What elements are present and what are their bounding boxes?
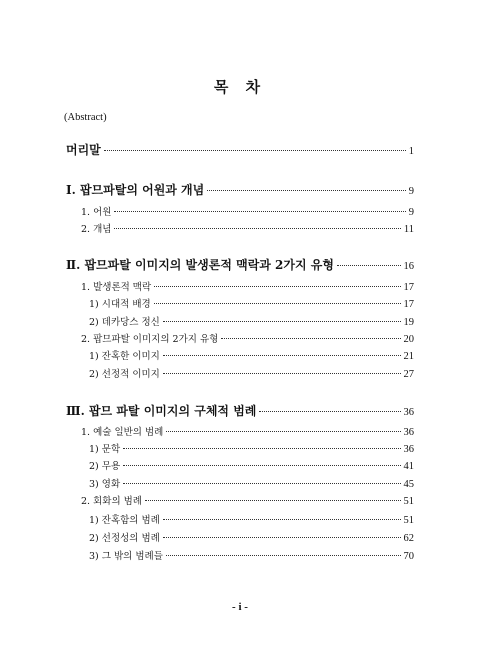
toc-entry-subsection: [89, 476, 414, 490]
toc-entry-subsection: [89, 366, 414, 380]
toc-entry-subsection: [89, 530, 414, 544]
toc-entry-subsection: [89, 348, 414, 362]
toc-entry-label: Ⅰ. 팝므파탈의 어원과 개념: [66, 183, 205, 197]
toc-entry-label: 1) 시대적 배경: [89, 299, 151, 310]
toc-leader-dots: [114, 211, 405, 212]
toc-entry-subsection: [89, 512, 414, 526]
page-title: 목 차: [213, 78, 267, 96]
toc-entry-label: Ⅱ. 팝므파탈 이미지의 발생론적 맥락과 2가지 유형: [66, 258, 334, 272]
toc-entry-chapter-2: [66, 256, 414, 273]
toc-entry-label: 1) 문학: [89, 444, 121, 455]
toc-entry-page: 20: [403, 334, 414, 345]
toc-leader-dots: [166, 431, 400, 432]
toc-leader-dots: [337, 265, 401, 266]
toc-entry-page: 70: [403, 551, 414, 562]
toc-entry-page: 17: [403, 299, 414, 310]
toc-entry-page: 11: [403, 224, 414, 235]
toc-entry-label: 2. 회화의 범례: [81, 496, 142, 507]
toc-leader-dots: [163, 373, 401, 374]
toc-entry-page: 36: [403, 427, 414, 438]
toc-entry-label: 3) 그 밖의 범례들: [89, 551, 163, 562]
toc-leader-dots: [104, 150, 406, 151]
toc-entry-section: [81, 279, 414, 293]
toc-entry-page: 51: [403, 496, 414, 507]
toc-entry-page: 36: [403, 407, 414, 418]
page-number-footer: - i -: [232, 601, 248, 613]
abstract-label: (Abstract): [64, 112, 107, 123]
toc-entry-page: 41: [403, 461, 414, 472]
toc-leader-dots: [123, 448, 400, 449]
toc-leader-dots: [145, 500, 401, 501]
toc-leader-dots: [123, 483, 400, 484]
toc-entry-label: 3) 영화: [89, 479, 121, 490]
toc-entry-page: 17: [403, 282, 414, 293]
toc-entry-label: 2) 무용: [89, 461, 121, 472]
toc-entry-chapter-3: [66, 402, 414, 419]
toc-entry-label: 2) 데카당스 정신: [89, 317, 160, 328]
toc-leader-dots: [154, 286, 400, 287]
toc-entry-page: 1: [408, 146, 414, 157]
toc-entry-section: [81, 204, 414, 218]
toc-entry-page: 27: [403, 369, 414, 380]
toc-entry-label: 2) 선정적 이미지: [89, 369, 160, 380]
toc-entry-section: [81, 221, 414, 235]
toc-entry-page: 36: [403, 444, 414, 455]
toc-leader-dots: [221, 338, 400, 339]
toc-leader-dots: [123, 465, 400, 466]
toc-leader-dots: [207, 190, 406, 191]
toc-entry-label: 2) 선정성의 범례: [89, 533, 160, 544]
toc-entry-label: 1) 잔혹한 이미지: [89, 351, 160, 362]
toc-entry-label: 1. 발생론적 맥락: [81, 282, 152, 293]
toc-entry-page: 19: [403, 317, 414, 328]
toc-entry-subsection: [89, 548, 414, 562]
toc-entry-chapter-1: [66, 181, 414, 198]
toc-leader-dots: [163, 355, 401, 356]
toc-leader-dots: [114, 228, 400, 229]
toc-entry-page: 45: [403, 479, 414, 490]
toc-entry-label: 2. 팝므파탈 이미지의 2가지 유형: [81, 334, 219, 345]
toc-entry-subsection: [89, 458, 414, 472]
toc-entry-page: 9: [408, 186, 414, 197]
toc-entry-page: 21: [403, 351, 414, 362]
toc-entry-section: [81, 331, 414, 345]
toc-entry-label: 1. 어원: [81, 207, 112, 218]
toc-entry-section: [81, 493, 414, 507]
toc-leader-dots: [163, 537, 401, 538]
toc-leader-dots: [166, 555, 401, 556]
toc-entry-page: 9: [408, 207, 414, 218]
toc-entry-subsection: [89, 314, 414, 328]
toc-leader-dots: [154, 303, 401, 304]
toc-leader-dots: [259, 411, 400, 412]
toc-entry-page: 62: [403, 533, 414, 544]
toc-leader-dots: [163, 519, 401, 520]
toc-entry-subsection: [89, 441, 414, 455]
toc-entry-page: 16: [403, 261, 414, 272]
toc-entry-label: 2. 개념: [81, 224, 112, 235]
toc-entry-page: 51: [403, 515, 414, 526]
toc-entry-label: 1. 예술 일반의 범례: [81, 427, 164, 438]
toc-entry-subsection: [89, 296, 414, 310]
toc-entry-label: Ⅲ. 팝므 파탈 이미지의 구체적 범례: [66, 404, 257, 418]
toc-entry-preface: [66, 141, 414, 158]
toc-entry-section: [81, 424, 414, 438]
toc-leader-dots: [163, 321, 401, 322]
toc-entry-label: 머리말: [66, 143, 101, 157]
toc-entry-label: 1) 잔혹함의 범례: [89, 515, 160, 526]
